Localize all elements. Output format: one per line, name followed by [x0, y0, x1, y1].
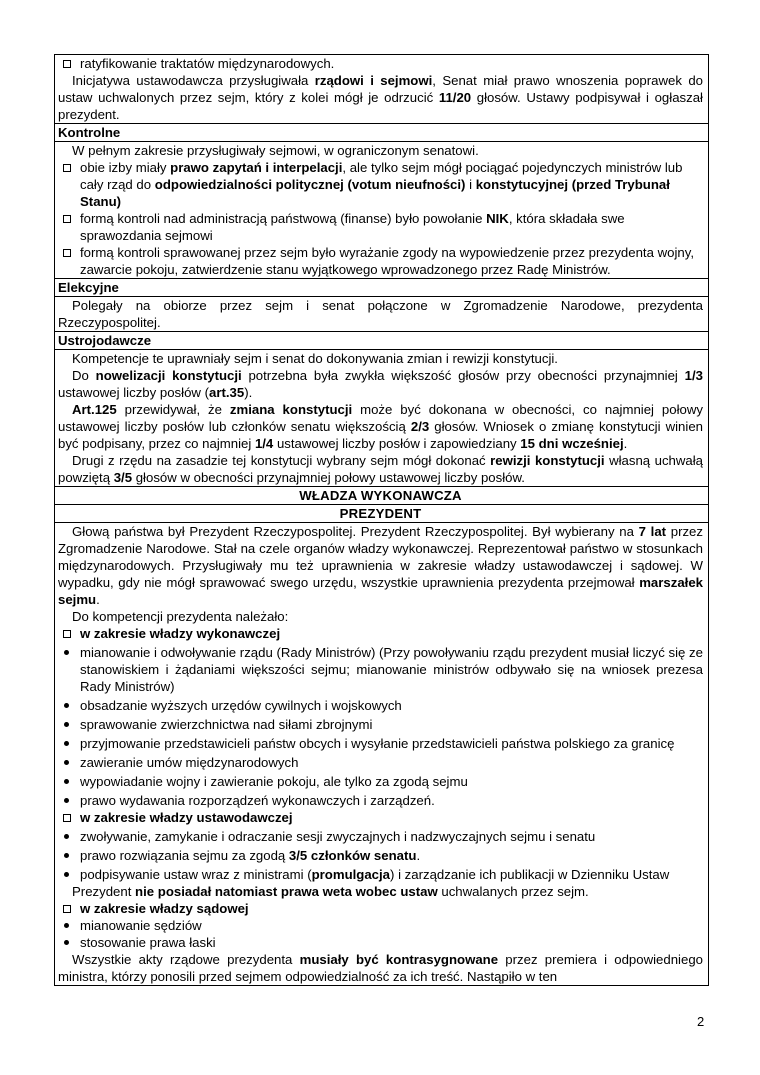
- dot-bullet-icon: [64, 779, 69, 784]
- dot-bullet-icon: [64, 798, 69, 803]
- section-elekcyjne: [55, 296, 708, 331]
- list-item: przyjmowanie przedstawicieli państw obcych i wysyłanie przedstawicieli państwa polskiego za granicę: [58, 735, 703, 752]
- paragraph: Do kompetencji prezydenta należało:: [72, 609, 289, 624]
- list-item: obsadzanie wyższych urzędów cywilnych i wojskowych: [58, 697, 703, 714]
- dot-bullet-icon: [64, 940, 69, 945]
- dot-bullet-icon: [64, 834, 69, 839]
- list-item: zawieranie umów międzynarodowych: [58, 754, 703, 771]
- section-header-ustrojodawcze: Ustrojodawcze: [55, 331, 708, 349]
- section-kontrolne: [55, 141, 708, 278]
- list-item: stosowanie prawa łaski: [58, 934, 703, 951]
- dot-bullet-icon: [64, 760, 69, 765]
- section-prezydent: [55, 522, 708, 985]
- document-table: [54, 54, 709, 986]
- list-item: sprawowanie zwierzchnictwa nad siłami zbrojnymi: [58, 716, 703, 733]
- list-item: formą kontroli nad administracją państwową (finanse) było powołanie NIK, która składała swe sprawozdania sejmowi: [58, 210, 703, 244]
- square-bullet-icon: [63, 164, 71, 172]
- subsection-heading: w zakresie władzy ustawodawczej: [58, 809, 703, 826]
- list-item: ratyfikowanie traktatów międzynarodowych.: [58, 55, 703, 72]
- paragraph: W pełnym zakresie przysługiwały sejmowi, w ograniczonym senatowi.: [72, 143, 479, 158]
- paragraph: Polegały na obiorze przez sejm i senat połączone w Zgromadzenie Narodowe, prezydenta Rzeczypospolitej.: [58, 298, 703, 330]
- paragraph: Drugi z rzędu na zasadzie tej konstytucji wybrany sejm mógł dokonać rewizji konstytucji własną uchwałą powziętą 3/5 głosów w obecności przynajmniej połowy ustawowej liczby posłów.: [58, 453, 704, 485]
- square-bullet-icon: [63, 249, 71, 257]
- dot-bullet-icon: [64, 650, 69, 655]
- list-item: podpisywanie ustaw wraz z ministrami (promulgacja) i zarządzanie ich publikacji w Dzienniku Ustaw: [58, 866, 703, 883]
- square-bullet-icon: [63, 905, 71, 913]
- list-item: prawo rozwiązania sejmu za zgodą 3/5 członków senatu.: [58, 847, 703, 864]
- list-item: prawo wydawania rozporządzeń wykonawczych i zarządzeń.: [58, 792, 703, 809]
- list-item: wypowiadanie wojny i zawieranie pokoju, ale tylko za zgodą sejmu: [58, 773, 703, 790]
- dot-bullet-icon: [64, 703, 69, 708]
- list-item: formą kontroli sprawowanej przez sejm było wyrażanie zgody na wypowiedzenie przez prezydenta wojny, zawarcie pokoju, zatwierdzenie stanu wyjątkowego wprowadzonego przez Radę Ministrów.: [58, 244, 703, 278]
- section-ustrojodawcze: [55, 349, 708, 486]
- dot-bullet-icon: [64, 853, 69, 858]
- section-header-kontrolne: Kontrolne: [55, 123, 708, 141]
- paragraph: Do nowelizacji konstytucji potrzebna była zwykła większość głosów przy obecności przynajmniej 1/3 ustawowej liczby posłów (art.35).: [58, 368, 703, 400]
- section-header-prezydent: PREZYDENT: [55, 504, 708, 522]
- square-bullet-icon: [63, 60, 71, 68]
- square-bullet-icon: [63, 814, 71, 822]
- paragraph: Kompetencje te uprawniały sejm i senat do dokonywania zmian i rewizji konstytucji.: [72, 351, 558, 366]
- paragraph: Wszystkie akty rządowe prezydenta musiały być kontrasygnowane przez premiera i odpowiedniego ministra, którzy ponosili przed sejmem odpowiedzialność za ich treść. Nastąpiło w ten: [58, 952, 703, 984]
- page-number: 2: [697, 1014, 705, 1029]
- list-item: zwoływanie, zamykanie i odraczanie sesji zwyczajnych i nadzwyczajnych sejmu i senatu: [58, 828, 703, 845]
- list-item: mianowanie i odwoływanie rządu (Rady Ministrów) (Przy powoływaniu rządu prezydent musiał liczyć się ze stanowiskiem i żądaniami większości sejmu; mianowanie ministrów odbywało się na wniosek prezesa Rady Ministrów): [58, 644, 703, 695]
- list-item: obie izby miały prawo zapytań i interpelacji, ale tylko sejm mógł pociągać pojedynczych ministrów lub cały rząd do odpowiedzialności politycznej (votum nieufności) i konstytucyjnej (przed Trybunał Stanu): [58, 159, 703, 210]
- subsection-heading: w zakresie władzy sądowej: [58, 900, 703, 917]
- section-header-wladza-wykonawcza: WŁADZA WYKONAWCZA: [55, 486, 708, 504]
- section-legislative-end: [55, 55, 708, 123]
- dot-bullet-icon: [64, 741, 69, 746]
- dot-bullet-icon: [64, 872, 69, 877]
- subsection-heading: w zakresie władzy wykonawczej: [58, 625, 703, 642]
- square-bullet-icon: [63, 630, 71, 638]
- paragraph: Inicjatywa ustawodawcza przysługiwała rządowi i sejmowi, Senat miał prawo wnoszenia poprawek do ustaw uchwalonych przez sejm, który z kolei mógł je odrzucić 11/20 głosów. Ustawy podpisywał i ogłaszał prezydent.: [58, 73, 703, 122]
- list-item: mianowanie sędziów: [58, 917, 703, 934]
- paragraph: Art.125 przewidywał, że zmiana konstytucji może być dokonana w obecności, co najmniej połowy ustawowej liczby posłów lub członków senatu większością 2/3 głosów. Wniosek o zmianę konstytucji winien być podpisany, przez co najmniej 1/4 ustawowej liczby posłów i zapowiedziany 15 dni wcześniej.: [58, 402, 703, 451]
- paragraph: Prezydent nie posiadał natomiast prawa weta wobec ustaw uchwalanych przez sejm.: [72, 884, 589, 899]
- dot-bullet-icon: [64, 722, 69, 727]
- section-header-elekcyjne: Elekcyjne: [55, 278, 708, 296]
- dot-bullet-icon: [64, 923, 69, 928]
- square-bullet-icon: [63, 215, 71, 223]
- paragraph: Głową państwa był Prezydent Rzeczypospolitej. Prezydent Rzeczypospolitej. Był wybierany na 7 lat przez Zgromadzenie Narodowe. Stał na czele organów władzy wykonawczej. Reprezentował państwo w stosunkach międzynarodowych. Przysługiwały mu też uprawnienia w zakresie władzy ustawodawczej i sądowej. W wypadku, gdy nie mógł sprawować swego urzędu, wszystkie uprawnienia prezydenta przejmował marszałek sejmu.: [58, 524, 703, 607]
